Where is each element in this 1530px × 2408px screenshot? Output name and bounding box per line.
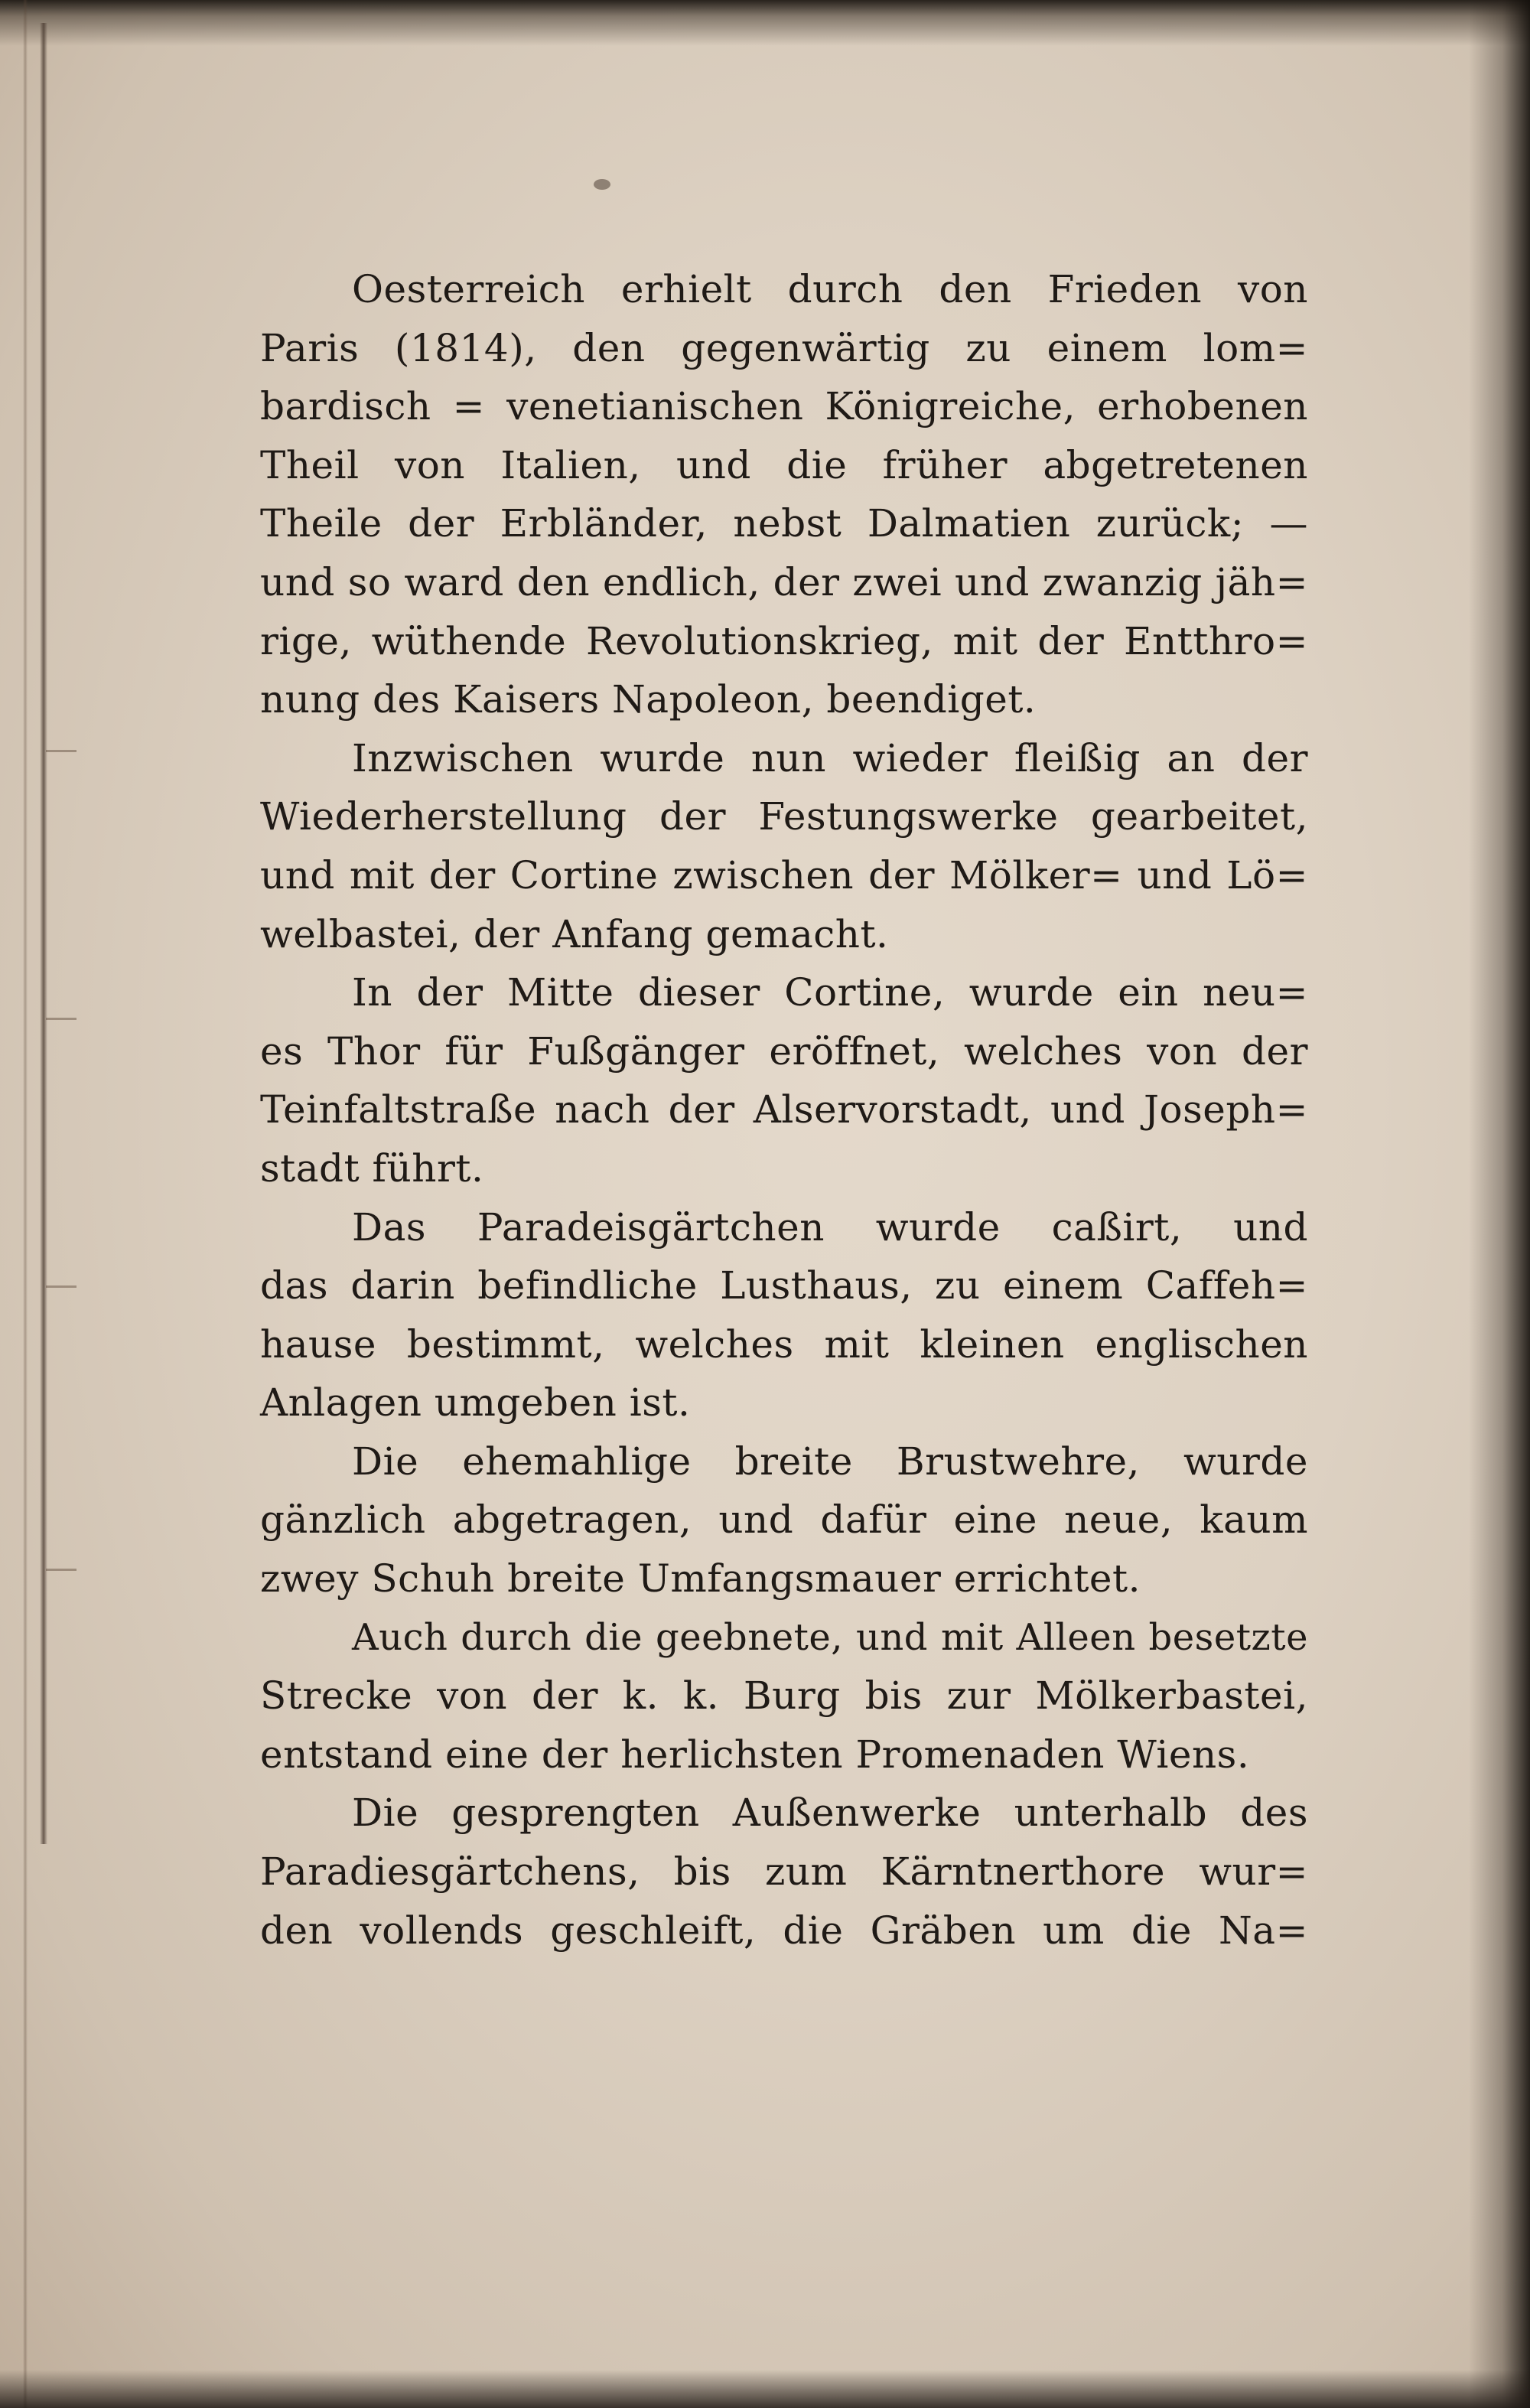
text-line: Die gesprengten Außenwerke unterhalb des [352, 1791, 1308, 1836]
text-line: Wiederherstellung der Festungswerke gearbeitet, [260, 794, 1308, 839]
text-line: hause bestimmt, welches mit kleinen englischen [260, 1321, 1308, 1367]
text-line: Die ehemahlige breite Brustwehre, wurde [352, 1439, 1308, 1484]
text-line: Paris (1814), den gegenwärtig zu einem lom= [260, 325, 1308, 370]
text-line: Paradiesgärtchens, bis zum Kärntnerthore wur= [260, 1849, 1308, 1895]
text-line: und mit der Cortine zwischen der Mölker= und Lö= [260, 852, 1308, 898]
text-line: den vollends geschleift, die Gräben um die Na= [260, 1908, 1308, 1953]
binding-edge [23, 0, 28, 2408]
text-line: entstand eine der herlichsten Promenaden Wiens. [260, 1732, 1250, 1777]
top-edge-shadow [0, 0, 1530, 46]
text-line: In der Mitte dieser Cortine, wurde ein neu= [352, 970, 1308, 1015]
text-line: Teinfaltstraße nach der Alservorstadt, und Joseph= [260, 1087, 1308, 1132]
text-line: Theile der Erbländer, nebst Dalmatien zurück; — [260, 501, 1308, 546]
text-line: gänzlich abgetragen, und dafür eine neue, kaum [260, 1497, 1308, 1543]
ink-mark [594, 179, 610, 190]
binding-stitch [46, 1018, 76, 1020]
text-line: welbastei, der Anfang gemacht. [260, 911, 889, 956]
text-line: zwey Schuh breite Umfangsmauer errichtet. [260, 1556, 1141, 1602]
bottom-edge-shadow [0, 2370, 1530, 2408]
text-line: bardisch = venetianischen Königreiche, erhobenen [260, 384, 1308, 429]
body-text [260, 260, 1308, 1960]
text-line: das darin befindliche Lusthaus, zu einem Caffeh= [260, 1263, 1308, 1308]
binding-stitch [46, 1285, 76, 1288]
binding-stitch [46, 750, 76, 752]
text-line: Theil von Italien, und die früher abgetretenen [260, 442, 1308, 487]
binding-line [40, 23, 47, 1844]
right-edge-shadow [1469, 0, 1530, 2408]
text-line: Das Paradeisgärtchen wurde caßirt, und [352, 1204, 1308, 1250]
text-line: rige, wüthende Revolutionskrieg, mit der Entthro= [260, 618, 1308, 663]
text-line: Oesterreich erhielt durch den Frieden von [352, 267, 1308, 311]
text-line: Strecke von der k. k. Burg bis zur Mölkerbastei, [260, 1673, 1308, 1719]
text-line: Inzwischen wurde nun wieder fleißig an der [352, 735, 1308, 780]
text-line: Anlagen umgeben ist. [260, 1380, 691, 1426]
text-line: es Thor für Fußgänger eröffnet, welches von der [260, 1028, 1308, 1074]
text-line: stadt führt. [260, 1145, 484, 1191]
text-line: Auch durch die geebnete, und mit Alleen besetzte [352, 1615, 1308, 1659]
text-line: nung des Kaisers Napoleon, beendiget. [260, 677, 1037, 722]
binding-stitch [46, 1569, 76, 1571]
text-line: und so ward den endlich, der zwei und zwanzig jäh= [260, 559, 1308, 604]
